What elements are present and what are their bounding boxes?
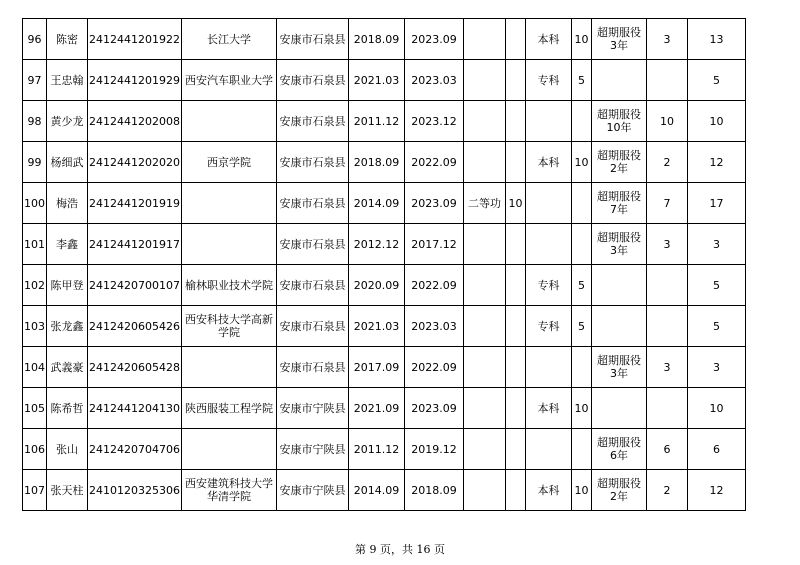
education-score-cell: 5: [572, 60, 592, 101]
education-cell: 专科: [526, 265, 572, 306]
table-row: [23, 388, 746, 429]
award-cell: [464, 470, 506, 511]
end-date-cell: 2023.03: [405, 306, 464, 347]
total-score-cell: 3: [688, 347, 746, 388]
award-score-cell: [506, 224, 526, 265]
award-score-cell: 10: [506, 183, 526, 224]
end-date-cell: 2023.09: [405, 183, 464, 224]
end-date-cell: 2019.12: [405, 429, 464, 470]
overtime-service-cell: 超期服役3年: [592, 224, 647, 265]
region-cell: 安康市石泉县: [277, 347, 349, 388]
school-cell: [182, 101, 277, 142]
award-score-cell: [506, 19, 526, 60]
overtime-service-cell: 超期服役10年: [592, 101, 647, 142]
table-row: [23, 306, 746, 347]
total-score-cell: 3: [688, 224, 746, 265]
end-date-cell: 2023.09: [405, 19, 464, 60]
award-cell: [464, 60, 506, 101]
education-score-cell: [572, 224, 592, 265]
name-cell: 梅浩: [47, 183, 88, 224]
overtime-service-cell: [592, 306, 647, 347]
name-cell: 张天柱: [47, 470, 88, 511]
id-number-cell: 2412420704706: [88, 429, 182, 470]
overtime-score-cell: [647, 388, 688, 429]
education-score-cell: 5: [572, 306, 592, 347]
overtime-score-cell: 3: [647, 224, 688, 265]
award-score-cell: [506, 101, 526, 142]
page-footer: 第 9 页，共 16 页: [355, 543, 445, 556]
name-cell: 武義豪: [47, 347, 88, 388]
award-score-cell: [506, 142, 526, 183]
start-date-cell: 2014.09: [349, 470, 405, 511]
region-cell: 安康市石泉县: [277, 60, 349, 101]
total-score-cell: 5: [688, 60, 746, 101]
start-date-cell: 2018.09: [349, 19, 405, 60]
award-cell: [464, 142, 506, 183]
table-row: [23, 347, 746, 388]
region-cell: 安康市石泉县: [277, 142, 349, 183]
overtime-score-cell: 3: [647, 19, 688, 60]
name-cell: 张龙鑫: [47, 306, 88, 347]
overtime-score-cell: 3: [647, 347, 688, 388]
row-number-cell: 99: [23, 142, 47, 183]
overtime-service-cell: 超期服役3年: [592, 19, 647, 60]
total-score-cell: 6: [688, 429, 746, 470]
award-score-cell: [506, 470, 526, 511]
table-row: [23, 60, 746, 101]
overtime-score-cell: 2: [647, 142, 688, 183]
award-cell: 二等功: [464, 183, 506, 224]
school-cell: 榆林职业技术学院: [182, 265, 277, 306]
education-cell: 本科: [526, 19, 572, 60]
records-table: [22, 18, 746, 511]
row-number-cell: 98: [23, 101, 47, 142]
id-number-cell: 2412441201917: [88, 224, 182, 265]
school-cell: 西安建筑科技大学华清学院: [182, 470, 277, 511]
table-row: [23, 142, 746, 183]
overtime-service-cell: 超期服役3年: [592, 347, 647, 388]
award-cell: [464, 19, 506, 60]
total-score-cell: 5: [688, 306, 746, 347]
award-score-cell: [506, 388, 526, 429]
school-cell: 陕西服装工程学院: [182, 388, 277, 429]
education-score-cell: 10: [572, 19, 592, 60]
row-number-cell: 101: [23, 224, 47, 265]
region-cell: 安康市石泉县: [277, 19, 349, 60]
start-date-cell: 2020.09: [349, 265, 405, 306]
start-date-cell: 2021.09: [349, 388, 405, 429]
row-number-cell: 102: [23, 265, 47, 306]
region-cell: 安康市石泉县: [277, 224, 349, 265]
name-cell: 王忠翰: [47, 60, 88, 101]
name-cell: 黄少龙: [47, 101, 88, 142]
row-number-cell: 104: [23, 347, 47, 388]
name-cell: 陈密: [47, 19, 88, 60]
education-score-cell: [572, 101, 592, 142]
overtime-score-cell: 2: [647, 470, 688, 511]
end-date-cell: 2022.09: [405, 142, 464, 183]
table-row: [23, 101, 746, 142]
overtime-service-cell: 超期服役2年: [592, 142, 647, 183]
id-number-cell: 2412441202020: [88, 142, 182, 183]
end-date-cell: 2018.09: [405, 470, 464, 511]
education-cell: [526, 224, 572, 265]
award-cell: [464, 429, 506, 470]
award-score-cell: [506, 429, 526, 470]
region-cell: 安康市宁陕县: [277, 429, 349, 470]
school-cell: [182, 224, 277, 265]
table-row: [23, 183, 746, 224]
row-number-cell: 103: [23, 306, 47, 347]
table-row: [23, 470, 746, 511]
start-date-cell: 2011.12: [349, 101, 405, 142]
region-cell: 安康市宁陕县: [277, 470, 349, 511]
start-date-cell: 2017.09: [349, 347, 405, 388]
total-score-cell: 10: [688, 101, 746, 142]
education-score-cell: [572, 347, 592, 388]
total-score-cell: 12: [688, 470, 746, 511]
table-row: [23, 265, 746, 306]
award-cell: [464, 265, 506, 306]
id-number-cell: 2412420700107: [88, 265, 182, 306]
education-cell: 本科: [526, 388, 572, 429]
id-number-cell: 2412441202008: [88, 101, 182, 142]
school-cell: 长江大学: [182, 19, 277, 60]
total-score-cell: 13: [688, 19, 746, 60]
id-number-cell: 2410120325306: [88, 470, 182, 511]
education-score-cell: 10: [572, 470, 592, 511]
start-date-cell: 2021.03: [349, 60, 405, 101]
overtime-service-cell: [592, 388, 647, 429]
start-date-cell: 2014.09: [349, 183, 405, 224]
end-date-cell: 2022.09: [405, 265, 464, 306]
total-score-cell: 5: [688, 265, 746, 306]
school-cell: [182, 183, 277, 224]
total-score-cell: 12: [688, 142, 746, 183]
table-row: [23, 19, 746, 60]
name-cell: 李鑫: [47, 224, 88, 265]
id-number-cell: 2412441201922: [88, 19, 182, 60]
award-score-cell: [506, 60, 526, 101]
id-number-cell: 2412420605428: [88, 347, 182, 388]
row-number-cell: 106: [23, 429, 47, 470]
education-cell: 本科: [526, 142, 572, 183]
end-date-cell: 2017.12: [405, 224, 464, 265]
overtime-score-cell: [647, 60, 688, 101]
end-date-cell: 2023.12: [405, 101, 464, 142]
row-number-cell: 105: [23, 388, 47, 429]
education-cell: [526, 347, 572, 388]
education-score-cell: 10: [572, 142, 592, 183]
overtime-service-cell: 超期服役2年: [592, 470, 647, 511]
name-cell: 杨细武: [47, 142, 88, 183]
end-date-cell: 2023.03: [405, 60, 464, 101]
total-score-cell: 17: [688, 183, 746, 224]
award-cell: [464, 101, 506, 142]
overtime-score-cell: 10: [647, 101, 688, 142]
start-date-cell: 2012.12: [349, 224, 405, 265]
award-score-cell: [506, 306, 526, 347]
region-cell: 安康市石泉县: [277, 183, 349, 224]
award-cell: [464, 224, 506, 265]
overtime-score-cell: [647, 306, 688, 347]
table-row: [23, 429, 746, 470]
id-number-cell: 2412420605426: [88, 306, 182, 347]
school-cell: 西安科技大学高新学院: [182, 306, 277, 347]
start-date-cell: 2018.09: [349, 142, 405, 183]
id-number-cell: 2412441201929: [88, 60, 182, 101]
id-number-cell: 2412441204130: [88, 388, 182, 429]
education-cell: [526, 101, 572, 142]
overtime-score-cell: 7: [647, 183, 688, 224]
start-date-cell: 2021.03: [349, 306, 405, 347]
overtime-service-cell: 超期服役7年: [592, 183, 647, 224]
award-cell: [464, 388, 506, 429]
region-cell: 安康市宁陕县: [277, 388, 349, 429]
row-number-cell: 107: [23, 470, 47, 511]
education-cell: [526, 429, 572, 470]
overtime-score-cell: 6: [647, 429, 688, 470]
overtime-service-cell: 超期服役6年: [592, 429, 647, 470]
row-number-cell: 96: [23, 19, 47, 60]
region-cell: 安康市石泉县: [277, 265, 349, 306]
award-score-cell: [506, 347, 526, 388]
school-cell: 西安汽车职业大学: [182, 60, 277, 101]
education-cell: 专科: [526, 306, 572, 347]
award-cell: [464, 306, 506, 347]
school-cell: [182, 347, 277, 388]
school-cell: 西京学院: [182, 142, 277, 183]
school-cell: [182, 429, 277, 470]
row-number-cell: 100: [23, 183, 47, 224]
education-score-cell: [572, 183, 592, 224]
region-cell: 安康市石泉县: [277, 101, 349, 142]
table-row: [23, 224, 746, 265]
award-score-cell: [506, 265, 526, 306]
award-cell: [464, 347, 506, 388]
name-cell: 陈甲登: [47, 265, 88, 306]
total-score-cell: 10: [688, 388, 746, 429]
region-cell: 安康市石泉县: [277, 306, 349, 347]
start-date-cell: 2011.12: [349, 429, 405, 470]
education-cell: 本科: [526, 470, 572, 511]
row-number-cell: 97: [23, 60, 47, 101]
education-cell: 专科: [526, 60, 572, 101]
education-cell: [526, 183, 572, 224]
id-number-cell: 2412441201919: [88, 183, 182, 224]
overtime-service-cell: [592, 265, 647, 306]
education-score-cell: 10: [572, 388, 592, 429]
end-date-cell: 2022.09: [405, 347, 464, 388]
overtime-score-cell: [647, 265, 688, 306]
education-score-cell: [572, 429, 592, 470]
overtime-service-cell: [592, 60, 647, 101]
name-cell: 陈希哲: [47, 388, 88, 429]
name-cell: 张山: [47, 429, 88, 470]
education-score-cell: 5: [572, 265, 592, 306]
end-date-cell: 2023.09: [405, 388, 464, 429]
